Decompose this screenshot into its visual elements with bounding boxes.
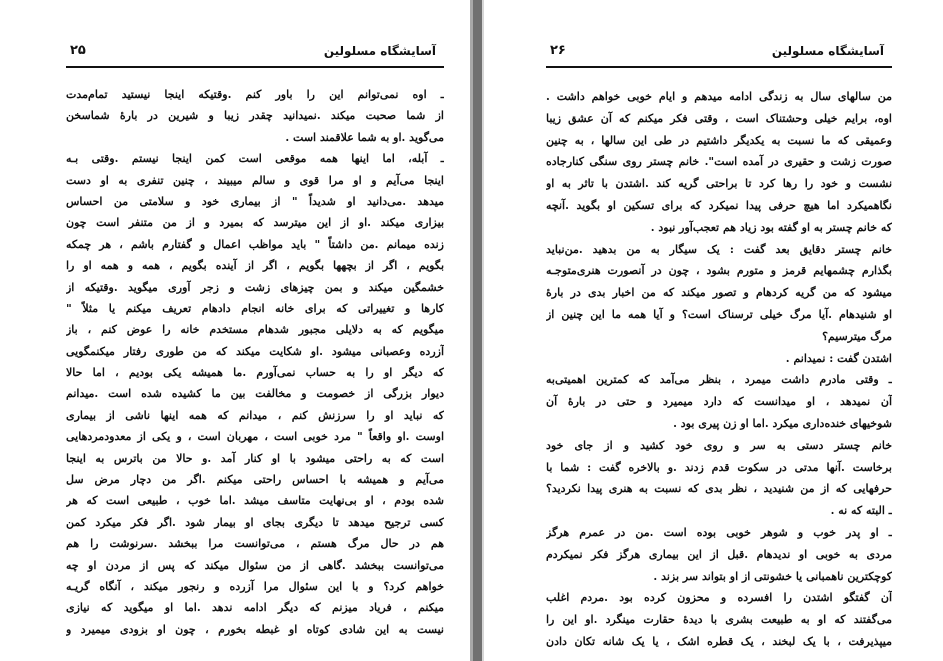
text-line: خانم چستر دستی به سر و روی خود کشید و از جای خود (546, 438, 892, 452)
text-line: ـ البته که نه . (830, 504, 892, 518)
text-line: میکنم ، فریاد میزنم که دیگر ادامه ندهد .اما او میگوید که نیازی (66, 601, 444, 615)
text-line: من سالهای سال به زندگی ادامه میدهم و ایام خوبی خواهم داشت . (546, 90, 892, 103)
text-line: از شما صحبت میکند .نمیدانید چقدر زیبا و شیرین در بارهٔ شماسخن (66, 109, 444, 123)
book-gutter (470, 0, 484, 661)
text-line: نیست به این شادی کوتاه او غبطه بخورم ، چون او بزودی میمیرد و (66, 622, 444, 636)
text-line: برخاست .آنها مدتی در سکوت قدم زدند .و بالاخره گفت : شما با (546, 460, 892, 474)
text-line: دیوار بزرگی از خصومت و مخالفت بین ما کشیده شده است .میدانم (66, 387, 444, 401)
text-line: ـ آ‌بله، اما اینها همه موقعی است کمن اینجا نیستم .وقتی بـه (66, 152, 444, 166)
text-line: هم در حال مرگ هستم ، می‌توانست مرا ببخشد .سرنوشت را هم (66, 537, 444, 551)
text-line: مردی به خوبی او ندیدهام .قبل از این بیماری هرگز فکر نمیکردم (546, 547, 892, 561)
text-line: که نباید او را سرزنش کنم ، میدانم که همه اینها ناشی از بیماری (66, 408, 444, 422)
text-line: می‌توانست ببخشد .گاهی از من سئوال میکند که پس از مردن او چه (66, 558, 444, 572)
text-line: می‌گفتند که او به طبیعت بشری با دیدهٔ حقارت مینگرد .او این را (546, 613, 892, 627)
text-line: خواهم کرد؟ و با این سئوال مرا آزرده و رنجور میکند ، آنگاه گریـه (66, 579, 444, 593)
text-line: ـ او پدر خوب و شوهر خوبی بوده است .من در عمرم هرگز (546, 525, 892, 539)
text-line: مرگ میترسیم؟ (822, 329, 892, 343)
running-title: آسایشگاه مسلولین (323, 44, 436, 58)
left-page-body-text (66, 84, 444, 640)
right-page-body-text (546, 86, 892, 653)
text-line: وعمیقی که ما نسبت به یکدیگر داشتیم در طی این سالها ، به چنین (546, 133, 892, 147)
text-line: نشست و خود را رها کرد تا براحتی گریه کند .اشتدن با تاثر به او (546, 177, 892, 191)
text-line: کسی ترجیح میدهد تا دیگری بجای او بیمار شود .اگر فکر میکرد کمن (66, 515, 444, 529)
text-line: خشمگین میکند و بمن چیزهای زشت و زجر آوری میگوید .وقتیکه از (66, 280, 444, 294)
text-line: شوخیهای خنده‌داری میکرد .اما او زن پیری بود . (673, 416, 892, 430)
text-line: او شنیدهام .آیا مرگ خیلی ترسناک است؟ و آیا همه ما این چنین از (546, 307, 892, 321)
text-line: اشتدن گفت : نمیدانم . (785, 351, 892, 365)
text-line: حرفهایی که از من شنیدید ، نظر بدی که نسبت به هنری پیدا نکردید؟ (546, 482, 892, 496)
text-line: آن گفتگو اشتدن را افسرده و محزون کرده بود .مردم اغلب (546, 591, 892, 605)
text-line: ـ وقتی مادرم داشت میمرد ، بنظر می‌آمد که کمترین اهمیتی‌به (546, 373, 892, 387)
text-line: کوچکترین ناهمبانی یا خشونتی از او بتواند سر بزند . (653, 569, 892, 583)
left-page (0, 0, 470, 661)
text-line: که خانم چستر به او گفته بود زیاد هم تعجب‌آور نبود . (650, 220, 892, 234)
text-line: که دیگر او را به حساب نمی‌آورم .ما همیشه یکی بودیم ، اما حالا (66, 366, 444, 380)
text-line: اوست .او واقعاً " مرد خوبی است ، مهربان است ، و یکی از معدودمردهایی (66, 430, 444, 444)
right-page-header (546, 40, 892, 68)
text-line: آن نمیدهد ، او میدانست که دارد میمیرد و حتی در بارهٔ آن (546, 395, 892, 409)
text-line: نگاهمیکرد اما هیچ حرفی پیدا نمیکرد که برای تسکین او بگوید .آنچه (546, 198, 892, 212)
page-number: ۲۵ (70, 43, 86, 58)
text-line: است که به راحتی میشود با او کنار آمد .و حالا من باترس به اینجا (66, 451, 444, 465)
right-page (484, 0, 943, 661)
text-line: شده بودم ، او بی‌نهایت متاسف میشد .اما خوب ، طبیعی است که هر (66, 494, 444, 508)
text-line: خانم چستر دقایق بعد گفت : یک سیگار به من بدهید .من‌نباید (546, 242, 892, 256)
text-line: بیزاری میکند .او از این میترسد که بمیرد و از من متنفر است چون (66, 216, 444, 230)
text-line: صورت زشت و حقیری در آمده است". خانم چستر روی سنگی کنارجاده (546, 155, 892, 169)
text-line: آزرده وعصبانی میشود .او شکایت میکند که من طوری رفتار میکنمگویی (66, 344, 444, 358)
page-number: ۲۶ (550, 43, 566, 58)
text-line: می‌گوید .او به شما علاقمند است . (285, 130, 444, 144)
text-line: بگذارم چشمهایم قرمز و متورم بشود ، چون در آنصورت هنری‌متوجـه (546, 264, 892, 278)
text-line: اوه، برایم خیلی وحشتناک است ، وقتی فکر میکنم که آن عشق زیبا (546, 111, 892, 125)
text-line: می‌آیم و همیشه با احساس راحتی میکنم .اگر من دچار مرض سل (66, 473, 444, 487)
text-line: ـ اوه نمی‌توانم این را باور کنم .وقتیکه اینجا نیستید تمام‌مدت (66, 88, 444, 101)
text-line: میدهد .می‌دانید او شدیداً " از بیماری خود و سلامتی من احساس (66, 194, 444, 208)
running-title: آسایشگاه مسلولین (771, 44, 884, 58)
left-page-header (66, 40, 444, 68)
text-line: بگویم ، اگر از بچهها بگویم ، اگر از آینده بگویم ، همه و همه او را (66, 259, 444, 273)
text-line: میشود که من گریه کردهام و تصور میکند که من اخبار بدی در بارهٔ (546, 286, 892, 300)
text-line: اینجا می‌آیم و او مرا قوی و سالم میبیند ، چنین تنفری به او دست (66, 173, 444, 187)
text-line: میپذیرفت ، با یک لبخند ، یک قطره اشک ، یا یک شانه تکان دادن (546, 634, 892, 648)
text-line: کارها و تغییراتی که برای خانه انجام دادهام تعریف میکنم یا مثلاً " (66, 301, 444, 315)
text-line: زنده میمانم .من داشتاً " باید مواظب اعمال و گفتارم باشم ، هر چمکه (66, 237, 444, 251)
text-line: میگویم که به دلایلی مجبور شدهام مستخدم خانه را عوض کنم ، باز (66, 323, 444, 337)
